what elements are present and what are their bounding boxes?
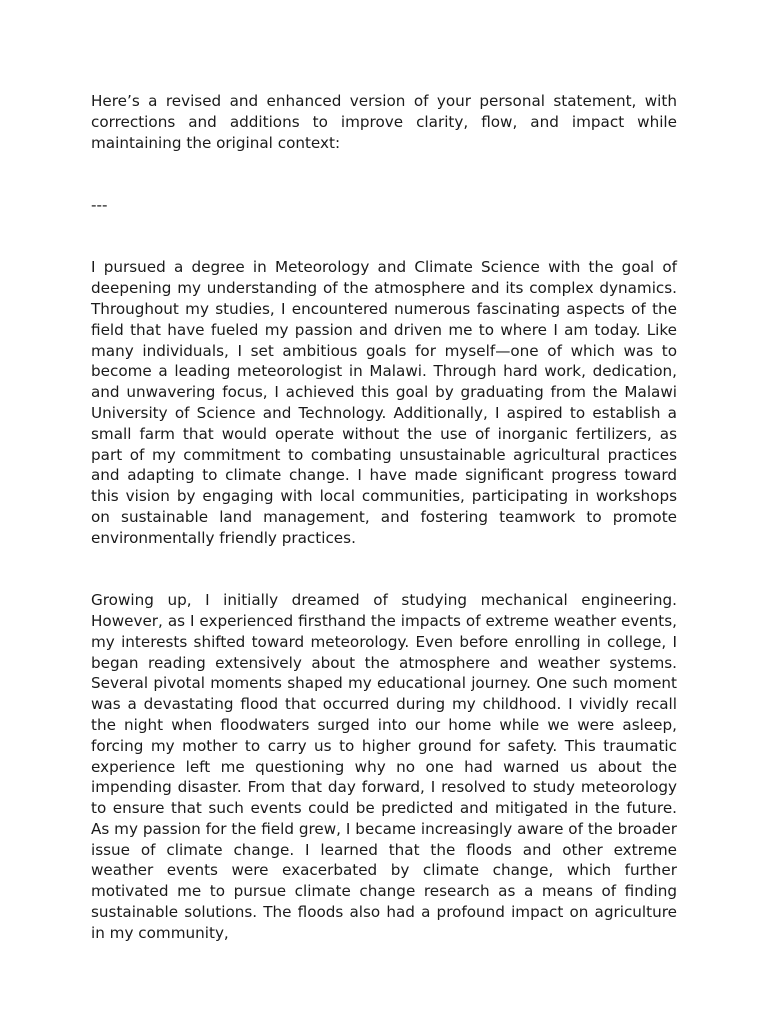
document-body [91,91,677,944]
body-paragraph-1: I pursued a degree in Meteorology and Climate Science with the goal of deepening my understanding of the atmosphere and its complex dynamics. Throughout my studies, I encountered numerous fascinating aspects of the field that have fueled my passion and driven me to where I am today. Like many individuals, I set ambitious goals for myself—one of which was to become a leading meteorologist in Malawi. Through hard work, dedication, and unwavering focus, I achieved this goal by graduating from the Malawi University of Science and Technology. Additionally, I aspired to establish a small farm that would operate without the use of inorganic fertilizers, as part of my commitment to combating unsustainable agricultural practices and adapting to climate change. I have made significant progress toward this vision by engaging with local communities, participating in workshops on sustainable land management, and fostering teamwork to promote environmentally friendly practices. [91,258,677,547]
intro-paragraph: Here’s a revised and enhanced version of your personal statement, with corrections and additions to improve clarity, flow, and impact while maintaining the original context: [91,92,677,152]
body-paragraph-2: Growing up, I initially dreamed of studying mechanical engineering. However, as I experienced firsthand the impacts of extreme weather events, my interests shifted toward meteorology. Even before enrolling in college, I began reading extensively about the atmosphere and weather systems. Several pivotal moments shaped my educational journey. One such moment was a devastating flood that occurred during my childhood. I vividly recall the night when floodwaters surged into our home while we were asleep, forcing my mother to carry us to higher ground for safety. This traumatic experience left me questioning why no one had warned us about the impending disaster. From that day forward, I resolved to study meteorology to ensure that such events could be predicted and mitigated in the future. As my passion for the field grew, I became increasingly aware of the broader issue of climate change. I learned that the floods and other extreme weather events were exacerbated by climate change, which further motivated me to pursue climate change research as a means of finding sustainable solutions. The floods also had a profound impact on agriculture in my community, [91,591,677,942]
section-separator: --- [91,195,108,214]
